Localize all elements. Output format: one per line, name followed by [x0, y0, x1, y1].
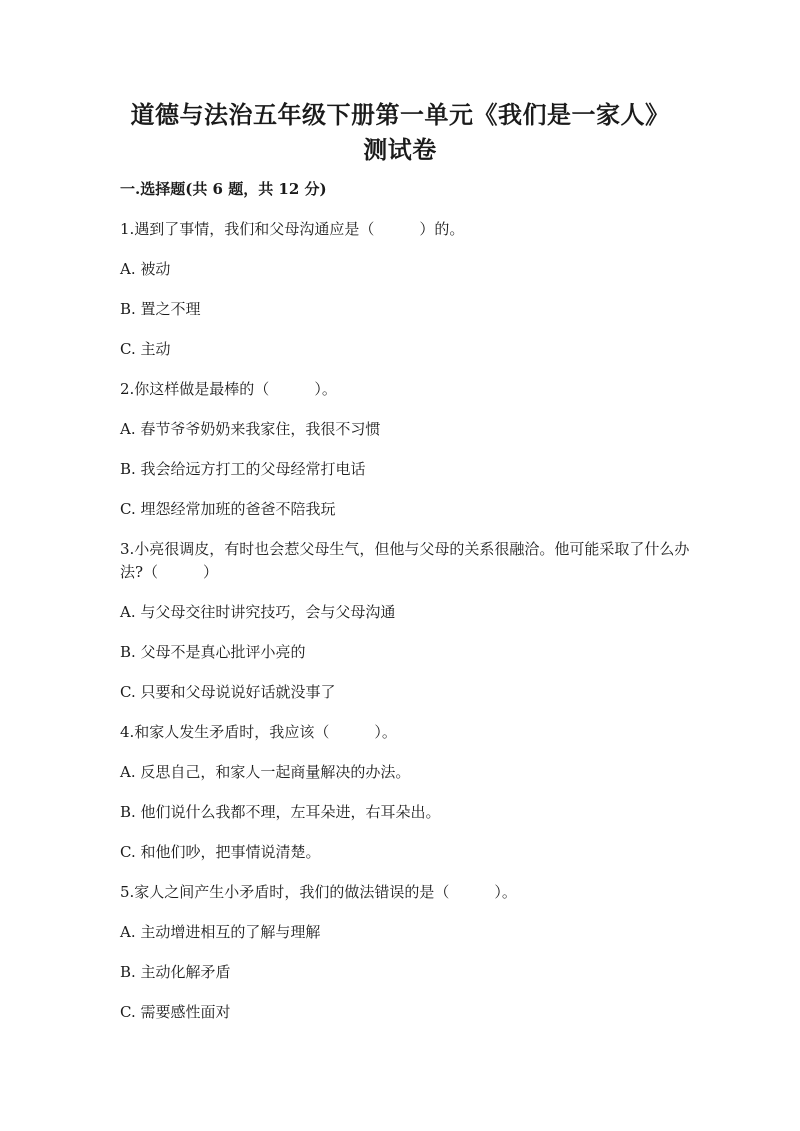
option-b: B. 我会给远方打工的父母经常打电话: [120, 460, 366, 478]
question-5: [120, 881, 690, 1024]
option-a: A. 春节爷爷奶奶来我家住，我很不习惯: [120, 420, 381, 438]
question-4: [120, 721, 690, 864]
question-stem: 4.和家人发生矛盾时，我应该（ ）。: [120, 723, 397, 741]
page-title-line2: 测试卷: [363, 135, 437, 164]
option-a: A. 被动: [120, 260, 171, 278]
question-2: [120, 378, 690, 521]
option-c: C. 和他们吵，把事情说清楚。: [120, 843, 321, 861]
option-b: B. 主动化解矛盾: [120, 963, 231, 981]
question-list: [120, 218, 690, 1041]
option-c: C. 需要感性面对: [120, 1003, 231, 1021]
page-title-line1: 道德与法治五年级下册第一单元《我们是一家人》: [130, 100, 670, 129]
option-a: A. 主动增进相互的了解与理解: [120, 923, 321, 941]
option-a: A. 与父母交往时讲究技巧，会与父母沟通: [120, 603, 396, 621]
option-a: A. 反思自己，和家人一起商量解决的办法。: [120, 763, 411, 781]
option-c: C. 主动: [120, 340, 171, 358]
question-stem: 2.你这样做是最棒的（ ）。: [120, 380, 337, 398]
question-stem: 1.遇到了事情，我们和父母沟通应是（ ）的。: [120, 220, 465, 238]
option-c: C. 只要和父母说说好话就没事了: [120, 683, 336, 701]
question-stem: 5.家人之间产生小矛盾时，我们的做法错误的是（ ）。: [120, 883, 517, 901]
section-heading: 一.选择题(共 6 题，共 12 分): [120, 180, 327, 198]
option-c: C. 埋怨经常加班的爸爸不陪我玩: [120, 500, 336, 518]
option-b: B. 置之不理: [120, 300, 201, 318]
option-b: B. 他们说什么我都不理，左耳朵进，右耳朵出。: [120, 803, 441, 821]
question-stem: 3.小亮很调皮，有时也会惹父母生气，但他与父母的关系很融洽。他可能采取了什么办法?（ ）: [120, 540, 690, 581]
option-b: B. 父母不是真心批评小亮的: [120, 643, 306, 661]
question-1: [120, 218, 690, 361]
question-3: [120, 538, 690, 704]
